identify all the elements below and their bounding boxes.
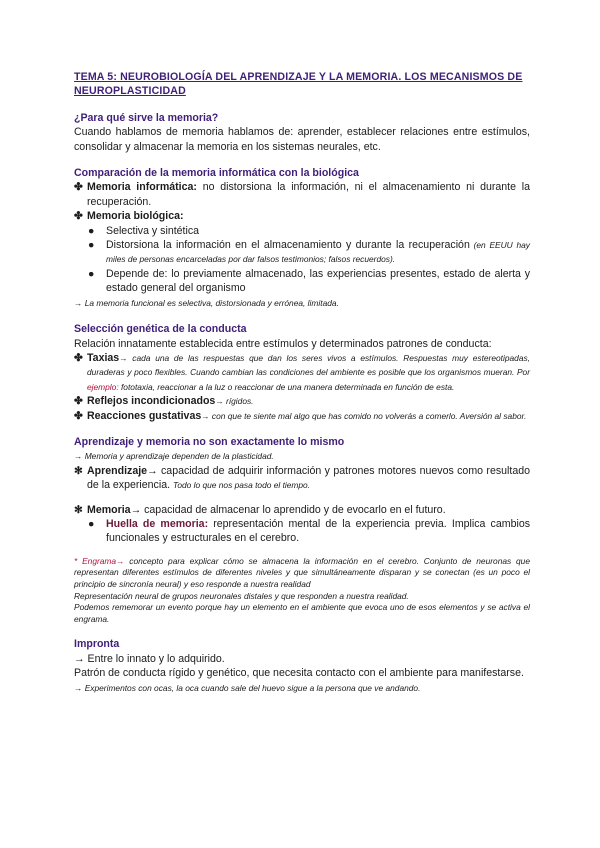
engrama-note: * Engrama→ concepto para explicar cómo se almacena la información en el cerebro. Conjunto de neuronas que representan diferentes estímulos de diferentes niveles y que simultáneamente disparan y se conectan (es un poco el principio de sincronía neural) y eso responde a nuestra realidad — [74, 555, 530, 589]
paragraph-relacion: Relación innatamente establecida entre estímulos y determinados patrones de conducta: — [74, 337, 492, 350]
note-ocas: → Experimentos con ocas, la oca cuando sale del huevo sigue a la persona que ve andando. — [74, 682, 421, 693]
label-memoria-informatica: Memoria informática: — [87, 181, 197, 194]
cross-bullet-icon: ✤ — [74, 351, 83, 364]
bullet-memoria: ✻ Memoria→ capacidad de almacenar lo aprendido y de evocarlo en el futuro. — [74, 503, 446, 516]
impronta-line-1: → Entre lo innato y lo adquirido. — [74, 652, 225, 665]
bullet-memoria-biologica — [74, 209, 530, 223]
heading-comparacion: Comparación de la memoria informática con la biológica — [74, 167, 359, 180]
bullet-taxias: ✤ Taxias→ cada una de las respuestas que dan los seres vivos a estímulos. Respuestas muy estereotipadas, duraderas y poco flexibles. Cuando cambian las condiciones del ambiente es posible que los organismos mueran. Por ejemplo: fototaxia, reaccionar a la luz o reaccionar de una manera determinada en función de esta. — [74, 351, 530, 394]
label-memoria: Memoria — [87, 503, 131, 516]
heading-impronta: Impronta — [74, 638, 120, 651]
label-reacciones: Reacciones gustativas — [87, 409, 202, 422]
label-taxias: Taxias — [87, 351, 120, 364]
list-item: ● Huella de memoria: representación mental de la experiencia previa. Implica cambios funcionales y estructurales en el cerebro. — [88, 517, 531, 545]
engrama-line-2: Representación neural de grupos neuronales distales y que responden a nuestra realidad. — [74, 590, 409, 601]
cross-bullet-icon: ✤ — [74, 210, 83, 223]
page-title: TEMA 5: NEUROBIOLOGÍA DEL APRENDIZAJE Y LA MEMORIA. LOS MECANISMOS DE NEUROPLASTICIDAD — [74, 71, 523, 98]
bullet-reacciones: ✤ Reacciones gustativas→ con que te siente mal algo que has comido no volverás a comerlo. Aversión al sabor. — [74, 409, 527, 422]
heading-para-que-sirve: ¿Para qué sirve la memoria? — [74, 111, 219, 124]
label-reflejos: Reflejos incondicionados — [87, 395, 216, 408]
document-body — [74, 70, 530, 695]
text-memoria-informatica: no distorsiona la información, ni el almacenamiento ni durante la recuperación. — [87, 181, 531, 208]
list-item: ● Depende de: lo previamente almacenado, las experiencias presentes, estado de alerta y estado general del organismo — [88, 267, 530, 295]
heading-aprendizaje-memoria: Aprendizaje y memoria no son exactamente lo mismo — [74, 435, 345, 448]
paragraph-memoria-intro: Cuando hablamos de memoria hablamos de: aprender, establecer relaciones entre estímulos, consolidar y almacenar la memoria en los sistemas neurales, etc. — [74, 126, 530, 153]
dot-bullet-icon: ● — [88, 224, 95, 237]
engrama-line-3: Podemos rememorar un evento porque hay un elemento en el ambiente que evoca uno de esos elementos y se activa el engrama. — [74, 602, 530, 624]
note-plasticidad: → Memoria y aprendizaje dependen de la plasticidad. — [74, 451, 274, 462]
asterisk-bullet-icon: ✻ — [74, 464, 83, 477]
label-engrama: * Engrama→ — [74, 555, 125, 566]
dot-bullet-icon: ● — [88, 267, 95, 280]
label-memoria-biologica: Memoria biológica: — [87, 210, 184, 223]
cross-bullet-icon: ✤ — [74, 395, 83, 408]
bullet-memoria-informatica — [74, 180, 530, 209]
list-item: ● Distorsiona la información en el almacenamiento y durante la recuperación (en EEUU hay miles de personas encarceladas por dar falsos testimonios; falsos recuerdos). — [74, 238, 530, 267]
note-memoria-funcional: → La memoria funcional es selectiva, distorsionada y errónea, limitada. — [74, 297, 339, 308]
bullet-reflejos: ✤ Reflejos incondicionados→ rígidos. — [74, 395, 254, 408]
asterisk-bullet-icon: ✻ — [74, 503, 83, 516]
label-ejemplo: ejemplo: — [87, 381, 119, 392]
cross-bullet-icon: ✤ — [74, 181, 83, 194]
heading-seleccion-genetica: Selección genética de la conducta — [74, 323, 247, 336]
label-huella: Huella de memoria: — [106, 517, 209, 530]
cross-bullet-icon: ✤ — [74, 409, 83, 422]
dot-bullet-icon: ● — [88, 517, 95, 530]
list-item: ● Selectiva y sintética — [88, 224, 200, 237]
note-falsos-recuerdos: (en EEUU hay miles de personas encarceladas por dar falsos testimonios; falsos recuerdos). — [106, 240, 530, 265]
dot-bullet-icon: ● — [88, 239, 95, 252]
bullet-aprendizaje: ✻ Aprendizaje→ capacidad de adquirir información y patrones motores nuevos como resultado de la experiencia. Todo lo que nos pasa todo el tiempo. — [74, 464, 530, 492]
impronta-line-2: Patrón de conducta rígido y genético, que necesita contacto con el ambiente para manifestarse. — [74, 667, 524, 680]
label-aprendizaje: Aprendizaje — [87, 464, 148, 477]
